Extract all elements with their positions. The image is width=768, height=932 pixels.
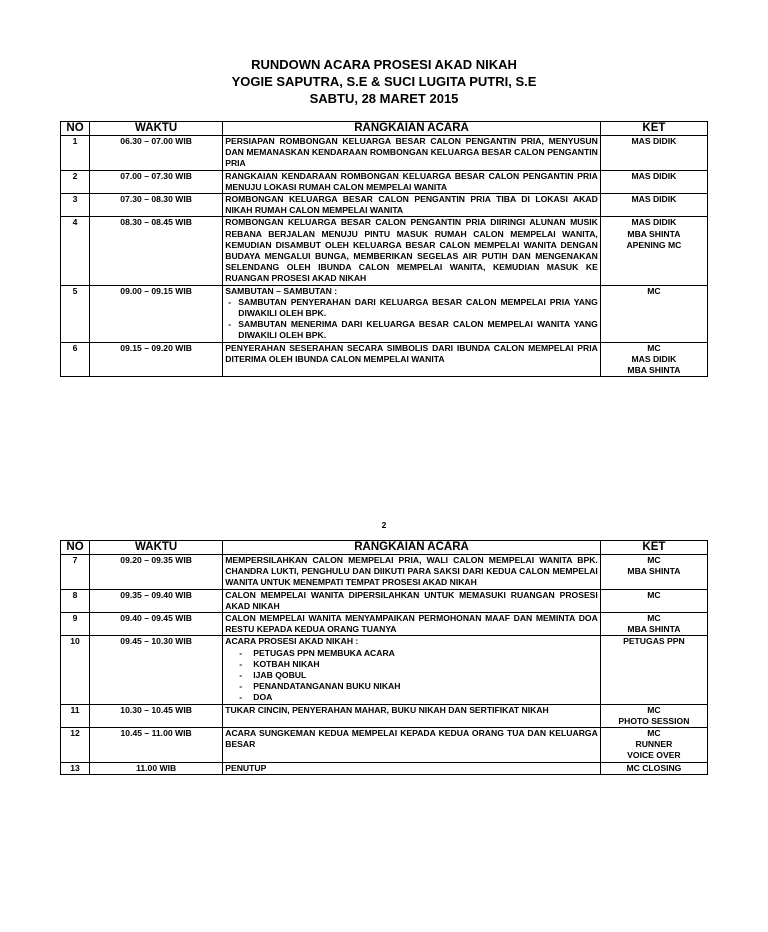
table-row	[61, 194, 708, 217]
row-number: 5	[61, 285, 90, 342]
row-activity	[223, 704, 601, 727]
row-time: 11.00 WIB	[90, 762, 223, 774]
activity-text: ROMBONGAN KELUARGA BESAR CALON PENGANTIN PRIA DIIRINGI ALUNAN MUSIK REBANA BERJALAN MENUJU PINTU MASUK RUMAH CALON MEMPELAI WANITA, KEMUDIAN DISAMBUT OLEH KELUARGA BESAR CALON MEMPELAI WANITA DENGAN BUDAYA MENGALUI BUNGA, MEMBERIKAN SEGELAS AIR PUTIH DAN MENGENAKAN SELENDANG OLEH IBUNDA CALON MEMPELAI WANITA, KEMUDIAN MASUK KE RUANGAN PROSESI AKAD NIKAH	[225, 217, 598, 284]
table-row	[61, 285, 708, 342]
row-ket	[600, 285, 707, 342]
table-row	[61, 342, 708, 377]
row-activity	[223, 217, 601, 285]
row-ket	[600, 589, 707, 612]
header-no: NO	[61, 541, 90, 555]
table-header-row	[61, 541, 708, 555]
ket-person: MAS DIDIK	[631, 353, 677, 364]
ket-person: MBA SHINTA	[627, 365, 681, 376]
row-activity	[223, 555, 601, 590]
ket-person: MC	[647, 704, 661, 715]
activity-subitem: - SAMBUTAN PENYERAHAN DARI KELUARGA BESAR CALON MEMPELAI PRIA YANG DIWAKILI OLEH BPK.	[225, 297, 598, 319]
table-row	[61, 704, 708, 727]
ket-person: MBA SHINTA	[627, 624, 681, 635]
activity-subitem: - SAMBUTAN MENERIMA DARI KELUARGA BESAR CALON MEMPELAI WANITA YANG DIWAKILI OLEH BPK.	[225, 319, 598, 341]
row-number: 9	[61, 613, 90, 636]
rundown-table-page-2	[60, 540, 708, 775]
activity-subitem: - IJAB QOBUL	[225, 670, 598, 681]
row-ket	[600, 728, 707, 763]
ket-person: MC	[647, 555, 661, 565]
ket-person: MAS DIDIK	[631, 170, 677, 181]
activity-subitem: - DOA	[225, 692, 598, 703]
header-waktu: WAKTU	[90, 541, 223, 555]
row-number: 12	[61, 728, 90, 763]
row-time: 07.00 – 07.30 WIB	[90, 170, 223, 193]
row-ket	[600, 613, 707, 636]
ket-person: MC	[647, 613, 661, 624]
activity-sublist	[225, 297, 598, 342]
row-time: 06.30 – 07.00 WIB	[90, 136, 223, 171]
activity-text: SAMBUTAN – SAMBUTAN :	[225, 285, 338, 296]
table-row	[61, 636, 708, 704]
row-number: 6	[61, 342, 90, 377]
row-time: 07.30 – 08.30 WIB	[90, 194, 223, 217]
row-activity	[223, 194, 601, 217]
ket-person: MC	[647, 589, 661, 600]
event-date: SABTU, 28 MARET 2015	[309, 91, 459, 106]
row-ket	[600, 555, 707, 590]
activity-text: PENUTUP	[225, 762, 267, 773]
row-time: 09.00 – 09.15 WIB	[90, 285, 223, 342]
row-activity	[223, 636, 601, 704]
activity-subitem: - PETUGAS PPN MEMBUKA ACARA	[225, 648, 598, 659]
row-time: 09.15 – 09.20 WIB	[90, 342, 223, 377]
activity-text: PENYERAHAN SESERAHAN SECARA SIMBOLIS DARI IBUNDA CALON MEMPELAI PRIA DITERIMA OLEH IBUNDA CALON MEMPELAI WANITA	[225, 342, 598, 364]
header-waktu: WAKTU	[90, 122, 223, 136]
row-number: 11	[61, 704, 90, 727]
ket-person: MAS DIDIK	[631, 217, 677, 228]
row-activity	[223, 342, 601, 377]
row-time: 10.45 – 11.00 WIB	[90, 728, 223, 763]
header-ket: KET	[600, 541, 707, 555]
table-row	[61, 170, 708, 193]
ket-person: MC	[647, 285, 661, 296]
ket-person: RUNNER	[635, 739, 673, 750]
row-number: 7	[61, 555, 90, 590]
row-time: 09.40 – 09.45 WIB	[90, 613, 223, 636]
row-ket	[600, 342, 707, 377]
ket-person: MC	[647, 728, 661, 739]
table-row	[61, 613, 708, 636]
table-row	[61, 136, 708, 171]
table-header-row	[61, 122, 708, 136]
row-activity	[223, 285, 601, 342]
ket-person: MAS DIDIK	[631, 194, 677, 205]
row-time: 09.35 – 09.40 WIB	[90, 589, 223, 612]
row-activity	[223, 170, 601, 193]
row-ket	[600, 762, 707, 774]
table-row	[61, 589, 708, 612]
activity-subitem: - PENANDATANGANAN BUKU NIKAH	[225, 681, 598, 692]
header-no: NO	[61, 122, 90, 136]
ket-person: MC CLOSING	[626, 762, 682, 773]
activity-text: RANGKAIAN KENDARAAN ROMBONGAN KELUARGA BESAR CALON PENGANTIN PRIA MENUJU LOKASI RUMAH CALON MEMPELAI WANITA	[225, 170, 598, 192]
table-row	[61, 555, 708, 590]
table-row	[61, 762, 708, 774]
ket-person: MBA SHINTA	[627, 566, 681, 577]
page-number: 2	[381, 520, 387, 530]
row-ket	[600, 217, 707, 285]
activity-text: ROMBONGAN KELUARGA BESAR CALON PENGANTIN PRIA TIBA DI LOKASI AKAD NIKAH RUMAH CALON MEMPELAI WANITA	[225, 194, 598, 216]
row-activity	[223, 589, 601, 612]
row-number: 10	[61, 636, 90, 704]
row-ket	[600, 170, 707, 193]
row-activity	[223, 136, 601, 171]
header-ket: KET	[600, 122, 707, 136]
activity-text: PERSIAPAN ROMBONGAN KELUARGA BESAR CALON PENGANTIN PRIA, MENYUSUN DAN MEMANASKAN KENDARAAN ROMBONGAN KELUARGA BESAR CALON PENGANTIN PRIA	[225, 136, 598, 169]
header-rangkaian-acara: RANGKAIAN ACARA	[223, 122, 601, 136]
row-ket	[600, 704, 707, 727]
row-number: 13	[61, 762, 90, 774]
row-activity	[223, 728, 601, 763]
activity-text: CALON MEMPELAI WANITA MENYAMPAIKAN PERMOHONAN MAAF DAN MEMINTA DOA RESTU KEPADA KEDUA ORANG TUANYA	[225, 613, 598, 635]
row-number: 2	[61, 170, 90, 193]
row-ket	[600, 636, 707, 704]
row-number: 4	[61, 217, 90, 285]
row-time: 09.20 – 09.35 WIB	[90, 555, 223, 590]
row-ket	[600, 194, 707, 217]
ket-person: MBA SHINTA	[627, 228, 681, 239]
table-row	[61, 728, 708, 763]
row-number: 8	[61, 589, 90, 612]
document-title: RUNDOWN ACARA PROSESI AKAD NIKAH	[251, 57, 517, 72]
row-time: 08.30 – 08.45 WIB	[90, 217, 223, 285]
table-row	[61, 217, 708, 285]
activity-text: ACARA SUNGKEMAN KEDUA MEMPELAI KEPADA KEDUA ORANG TUA DAN KELUARGA BESAR	[225, 728, 598, 750]
row-activity	[223, 762, 601, 774]
row-activity	[223, 613, 601, 636]
ket-person: VOICE OVER	[627, 750, 681, 761]
activity-text: ACARA PROSESI AKAD NIKAH :	[225, 636, 359, 647]
row-number: 1	[61, 136, 90, 171]
ket-person: APENING MC	[626, 239, 682, 250]
activity-subitem: - KOTBAH NIKAH	[225, 659, 598, 670]
row-time: 10.30 – 10.45 WIB	[90, 704, 223, 727]
activity-text: MEMPERSILAHKAN CALON MEMPELAI PRIA, WALI CALON MEMPELAI WANITA BPK. CHANDRA LUKTI, PENGHULU DAN DIIKUTI PARA SAKSI DARI KEDUA CALON MEMPELAI WANITA UNTUK MENEMPATI TEMPAT PROSESI AKAD NIKAH	[225, 555, 598, 588]
ket-person: MC	[647, 342, 661, 353]
activity-sublist	[225, 648, 598, 704]
couple-names: YOGIE SAPUTRA, S.E & SUCI LUGITA PUTRI, S.E	[231, 74, 537, 89]
row-time: 09.45 – 10.30 WIB	[90, 636, 223, 704]
rundown-table-page-1	[60, 121, 708, 377]
activity-text: CALON MEMPELAI WANITA DIPERSILAHKAN UNTUK MEMASUKI RUANGAN PROSESI AKAD NIKAH	[225, 589, 598, 611]
ket-person: PHOTO SESSION	[618, 715, 690, 726]
row-number: 3	[61, 194, 90, 217]
ket-person: PETUGAS PPN	[623, 636, 685, 647]
header-rangkaian-acara: RANGKAIAN ACARA	[223, 541, 601, 555]
row-ket	[600, 136, 707, 171]
ket-person: MAS DIDIK	[631, 136, 677, 146]
activity-text: TUKAR CINCIN, PENYERAHAN MAHAR, BUKU NIKAH DAN SERTIFIKAT NIKAH	[225, 704, 549, 715]
